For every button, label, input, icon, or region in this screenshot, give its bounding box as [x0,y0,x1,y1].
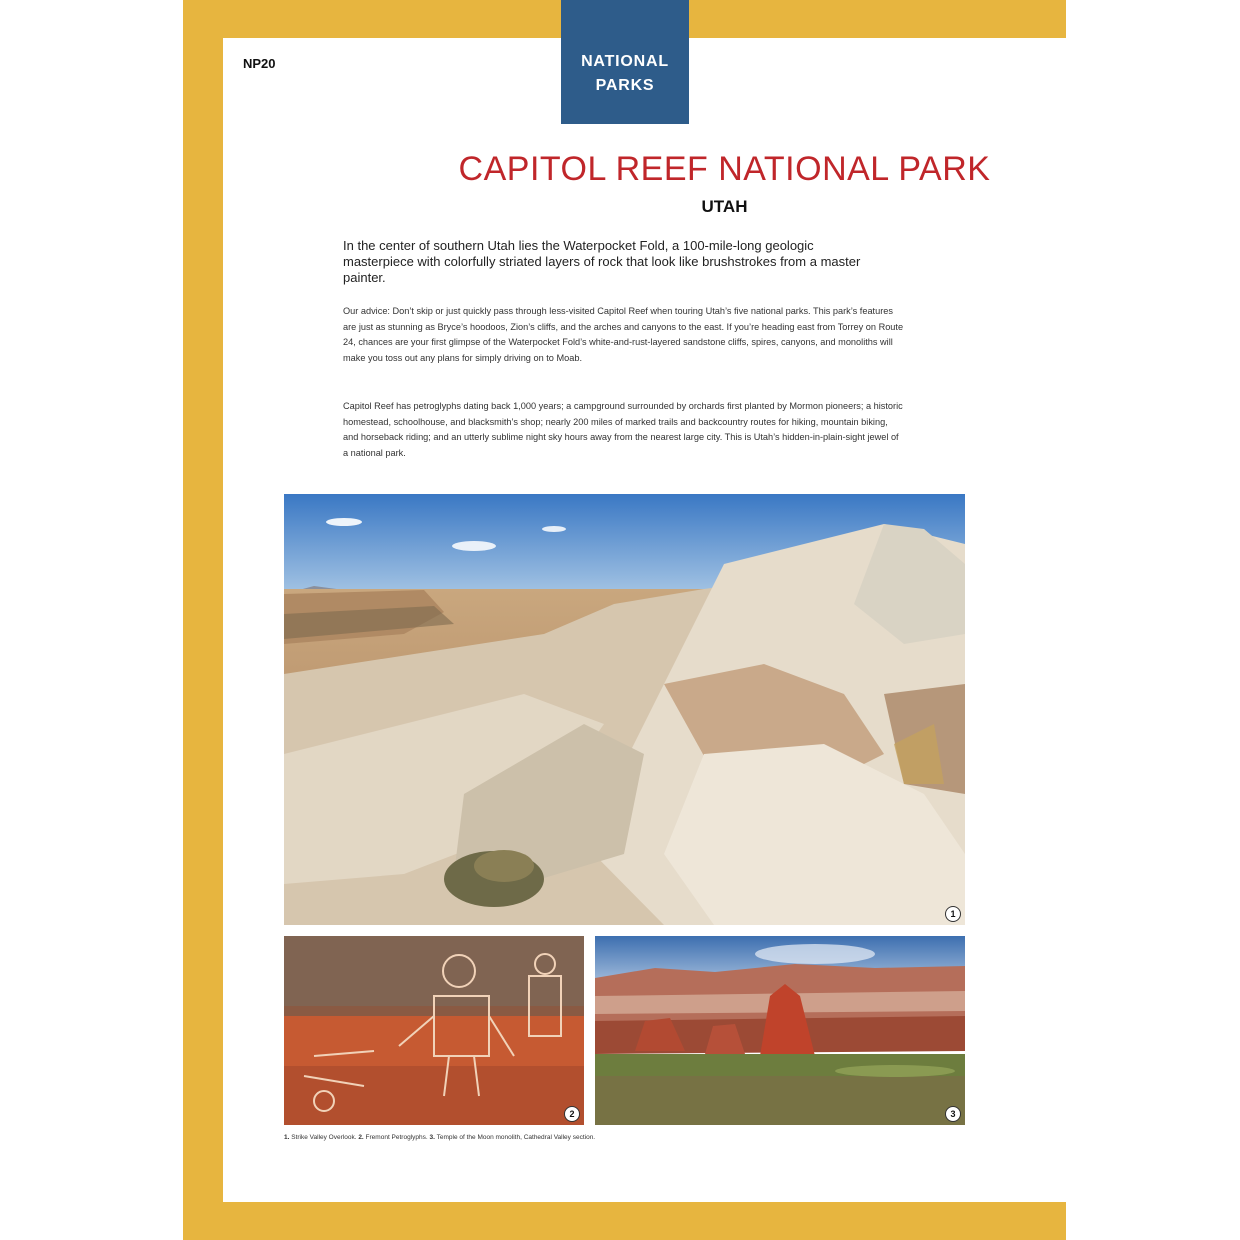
lead-paragraph: In the center of southern Utah lies the Waterpocket Fold, a 100-mile-long geologic masterpiece with colorfully striated layers of rock that look like brushstrokes from a master painter. [343,238,861,285]
photo-number-2: 2 [564,1106,580,1122]
caption-3: Temple of the Moon monolith, Cathedral Valley section. [436,1134,596,1141]
body-paragraph-2: Capitol Reef has petroglyphs dating back 1,000 years; a campground surrounded by orchards first planted by Mormon pioneers; a historic homestead, schoolhouse, and blacksmith’s shop; nearly 200 miles of marked trails and backcountry routes for hiking, mountain biking, and horseback riding; and an utterly sublime night sky hours away from the nearest large city. This is Utah’s hidden-in-plain-sight jewel of a national park. [343,401,903,458]
page-code: NP20 [243,56,276,71]
section-tab [561,0,689,124]
photo-number-1: 1 [945,906,961,922]
page-title: CAPITOL REEF NATIONAL PARK [458,150,991,188]
caption-number-3: 3. [429,1134,435,1141]
photo-petroglyphs [284,936,584,1125]
caption-1: Strike Valley Overlook. [291,1134,357,1141]
photo-captions [284,1134,595,1141]
page-subtitle: UTAH [701,197,748,216]
photo-number-3: 3 [945,1106,961,1122]
caption-2: Fremont Petroglyphs. [365,1134,428,1141]
body-paragraph-1: Our advice: Don’t skip or just quickly pass through less-visited Capitol Reef when touring Utah’s five national parks. This park’s features are just as stunning as Bryce’s hoodoos, Zion’s cliffs, and the arches and canyons to the east. If you’re heading east from Torrey on Route 24, chances are your first glimpse of the Waterpocket Fold’s white-and-rust-layered sandstone cliffs, spires, canyons, and monoliths will make you toss out any plans for simply driving on to Moab. [343,306,904,363]
section-tab-line2: PARKS [595,77,655,94]
caption-number-2: 2. [358,1134,364,1141]
section-tab-line1: NATIONAL [581,53,669,70]
caption-number-1: 1. [284,1134,290,1141]
photo-strike-valley [284,494,965,925]
photo-temple-of-the-moon [595,936,965,1125]
